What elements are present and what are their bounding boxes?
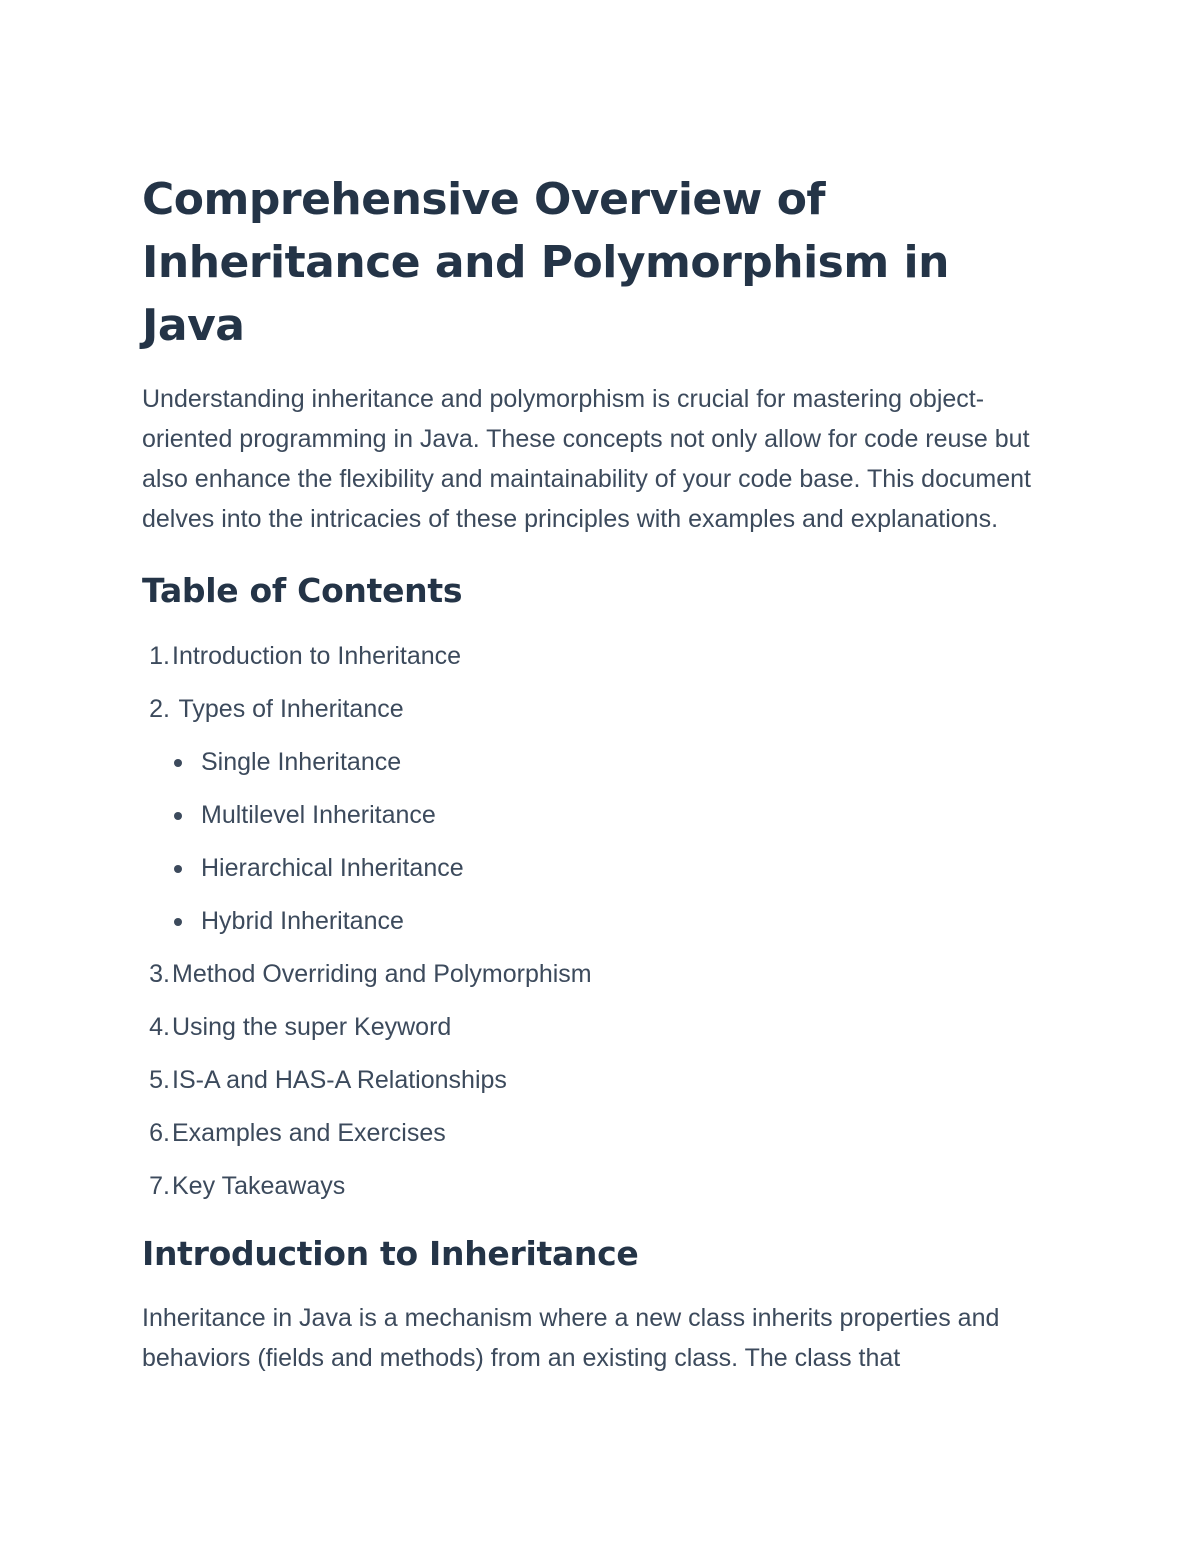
toc-item-number: 3.: [149, 960, 170, 988]
toc-item: [142, 1116, 1042, 1151]
toc-item: [142, 692, 1042, 939]
toc-item: [142, 1063, 1042, 1098]
toc-subitem-label: Hierarchical Inheritance: [201, 854, 464, 882]
table-of-contents: [142, 639, 1042, 1204]
toc-sublist: [142, 745, 1042, 939]
toc-subitem: [142, 904, 1042, 939]
toc-heading: Table of Contents: [142, 571, 463, 610]
bullet-icon: [174, 812, 182, 820]
toc-item: [142, 1010, 1042, 1045]
toc-item-label: Examples and Exercises: [172, 1119, 446, 1147]
toc-item-label: Using the super Keyword: [172, 1013, 452, 1041]
toc-item-number: 2.: [149, 695, 170, 723]
toc-subitem-label: Single Inheritance: [201, 748, 402, 776]
section-heading: Introduction to Inheritance: [142, 1234, 639, 1273]
toc-item-number: 7.: [149, 1172, 170, 1200]
toc-subitem: [142, 745, 1042, 780]
toc-item-number: 4.: [149, 1013, 170, 1041]
toc-item-number: 6.: [149, 1119, 170, 1147]
bullet-icon: [174, 759, 182, 767]
toc-subitem-label: Hybrid Inheritance: [201, 907, 404, 935]
toc-item-label: Method Overriding and Polymorphism: [172, 960, 592, 988]
toc-item-number: 5.: [149, 1066, 170, 1094]
section-paragraph: Inheritance in Java is a mechanism where a new class inherits properties and behaviors (fields and methods) from an existing class. The class that: [142, 1304, 1000, 1372]
toc-item: [142, 957, 1042, 992]
document-title: Comprehensive Overview of Inheritance and Polymorphism in Java: [142, 174, 949, 351]
toc-item-label: Key Takeaways: [172, 1172, 346, 1200]
document-page: [142, 168, 1042, 1378]
toc-item-label: IS-A and HAS-A Relationships: [172, 1066, 507, 1094]
bullet-icon: [174, 918, 182, 926]
toc-subitem-label: Multilevel Inheritance: [201, 801, 436, 829]
toc-item-label: Types of Inheritance: [178, 695, 404, 723]
toc-subitem: [142, 851, 1042, 886]
toc-item-number: 1.: [149, 642, 170, 670]
toc-item-label: Introduction to Inheritance: [172, 642, 462, 670]
toc-item: [142, 639, 1042, 674]
toc-item: [142, 1169, 1042, 1204]
intro-paragraph: Understanding inheritance and polymorphism is crucial for mastering object-oriented programming in Java. These concepts not only allow for code reuse but also enhance the flexibility and maintainability of your code base. This document delves into the intricacies of these principles with examples and explanations.: [142, 385, 1031, 533]
toc-subitem: [142, 798, 1042, 833]
bullet-icon: [174, 865, 182, 873]
